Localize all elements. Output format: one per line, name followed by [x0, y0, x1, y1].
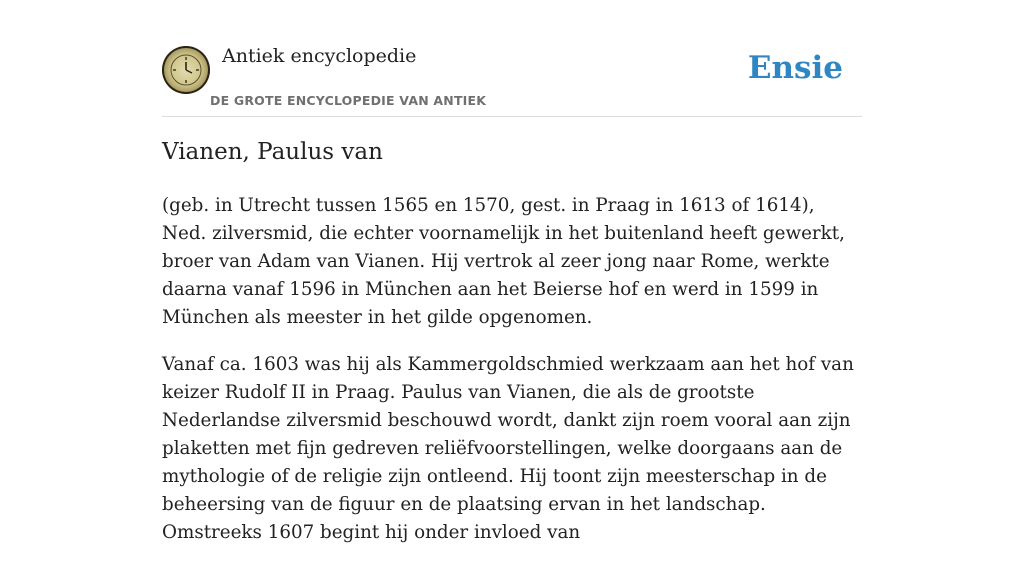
article-body — [162, 192, 862, 566]
site-tagline: DE GROTE ENCYCLOPEDIE VAN ANTIEK — [210, 93, 487, 108]
article-paragraph: (geb. in Utrecht tussen 1565 en 1570, gest. in Praag in 1613 of 1614), Ned. zilversmid, die echter voornamelijk in het buitenland heeft gewerkt, broer van Adam van Vianen. Hij vertrok al zeer jong naar Rome, werkte daarna vanaf 1596 in München aan het Beierse hof en werd in 1599 in München als meester in het gilde opgenomen. — [162, 195, 845, 328]
site-header — [162, 40, 862, 117]
article-title: Vianen, Paulus van — [162, 139, 383, 165]
article-paragraph: Vanaf ca. 1603 was hij als Kammergoldschmied werkzaam aan het hof van keizer Rudolf II in Praag. Paulus van Vianen, die als de grootste Nederlandse zilversmid beschouwd wordt, dankt zijn roem vooral aan zijn plaketten met fijn gedreven reliëfvoorstellingen, welke doorgaans aan de mythologie of de religie zijn ontleend. Hij toont zijn meesterschap in de beheersing van de figuur en de plaatsing ervan in het landschap. Omstreeks 1607 begint hij onder invloed van — [162, 354, 854, 543]
clock-icon[interactable] — [162, 46, 210, 94]
site-name[interactable]: Antiek encyclopedie — [222, 45, 417, 67]
brand-logo[interactable]: Ensie — [747, 50, 843, 86]
